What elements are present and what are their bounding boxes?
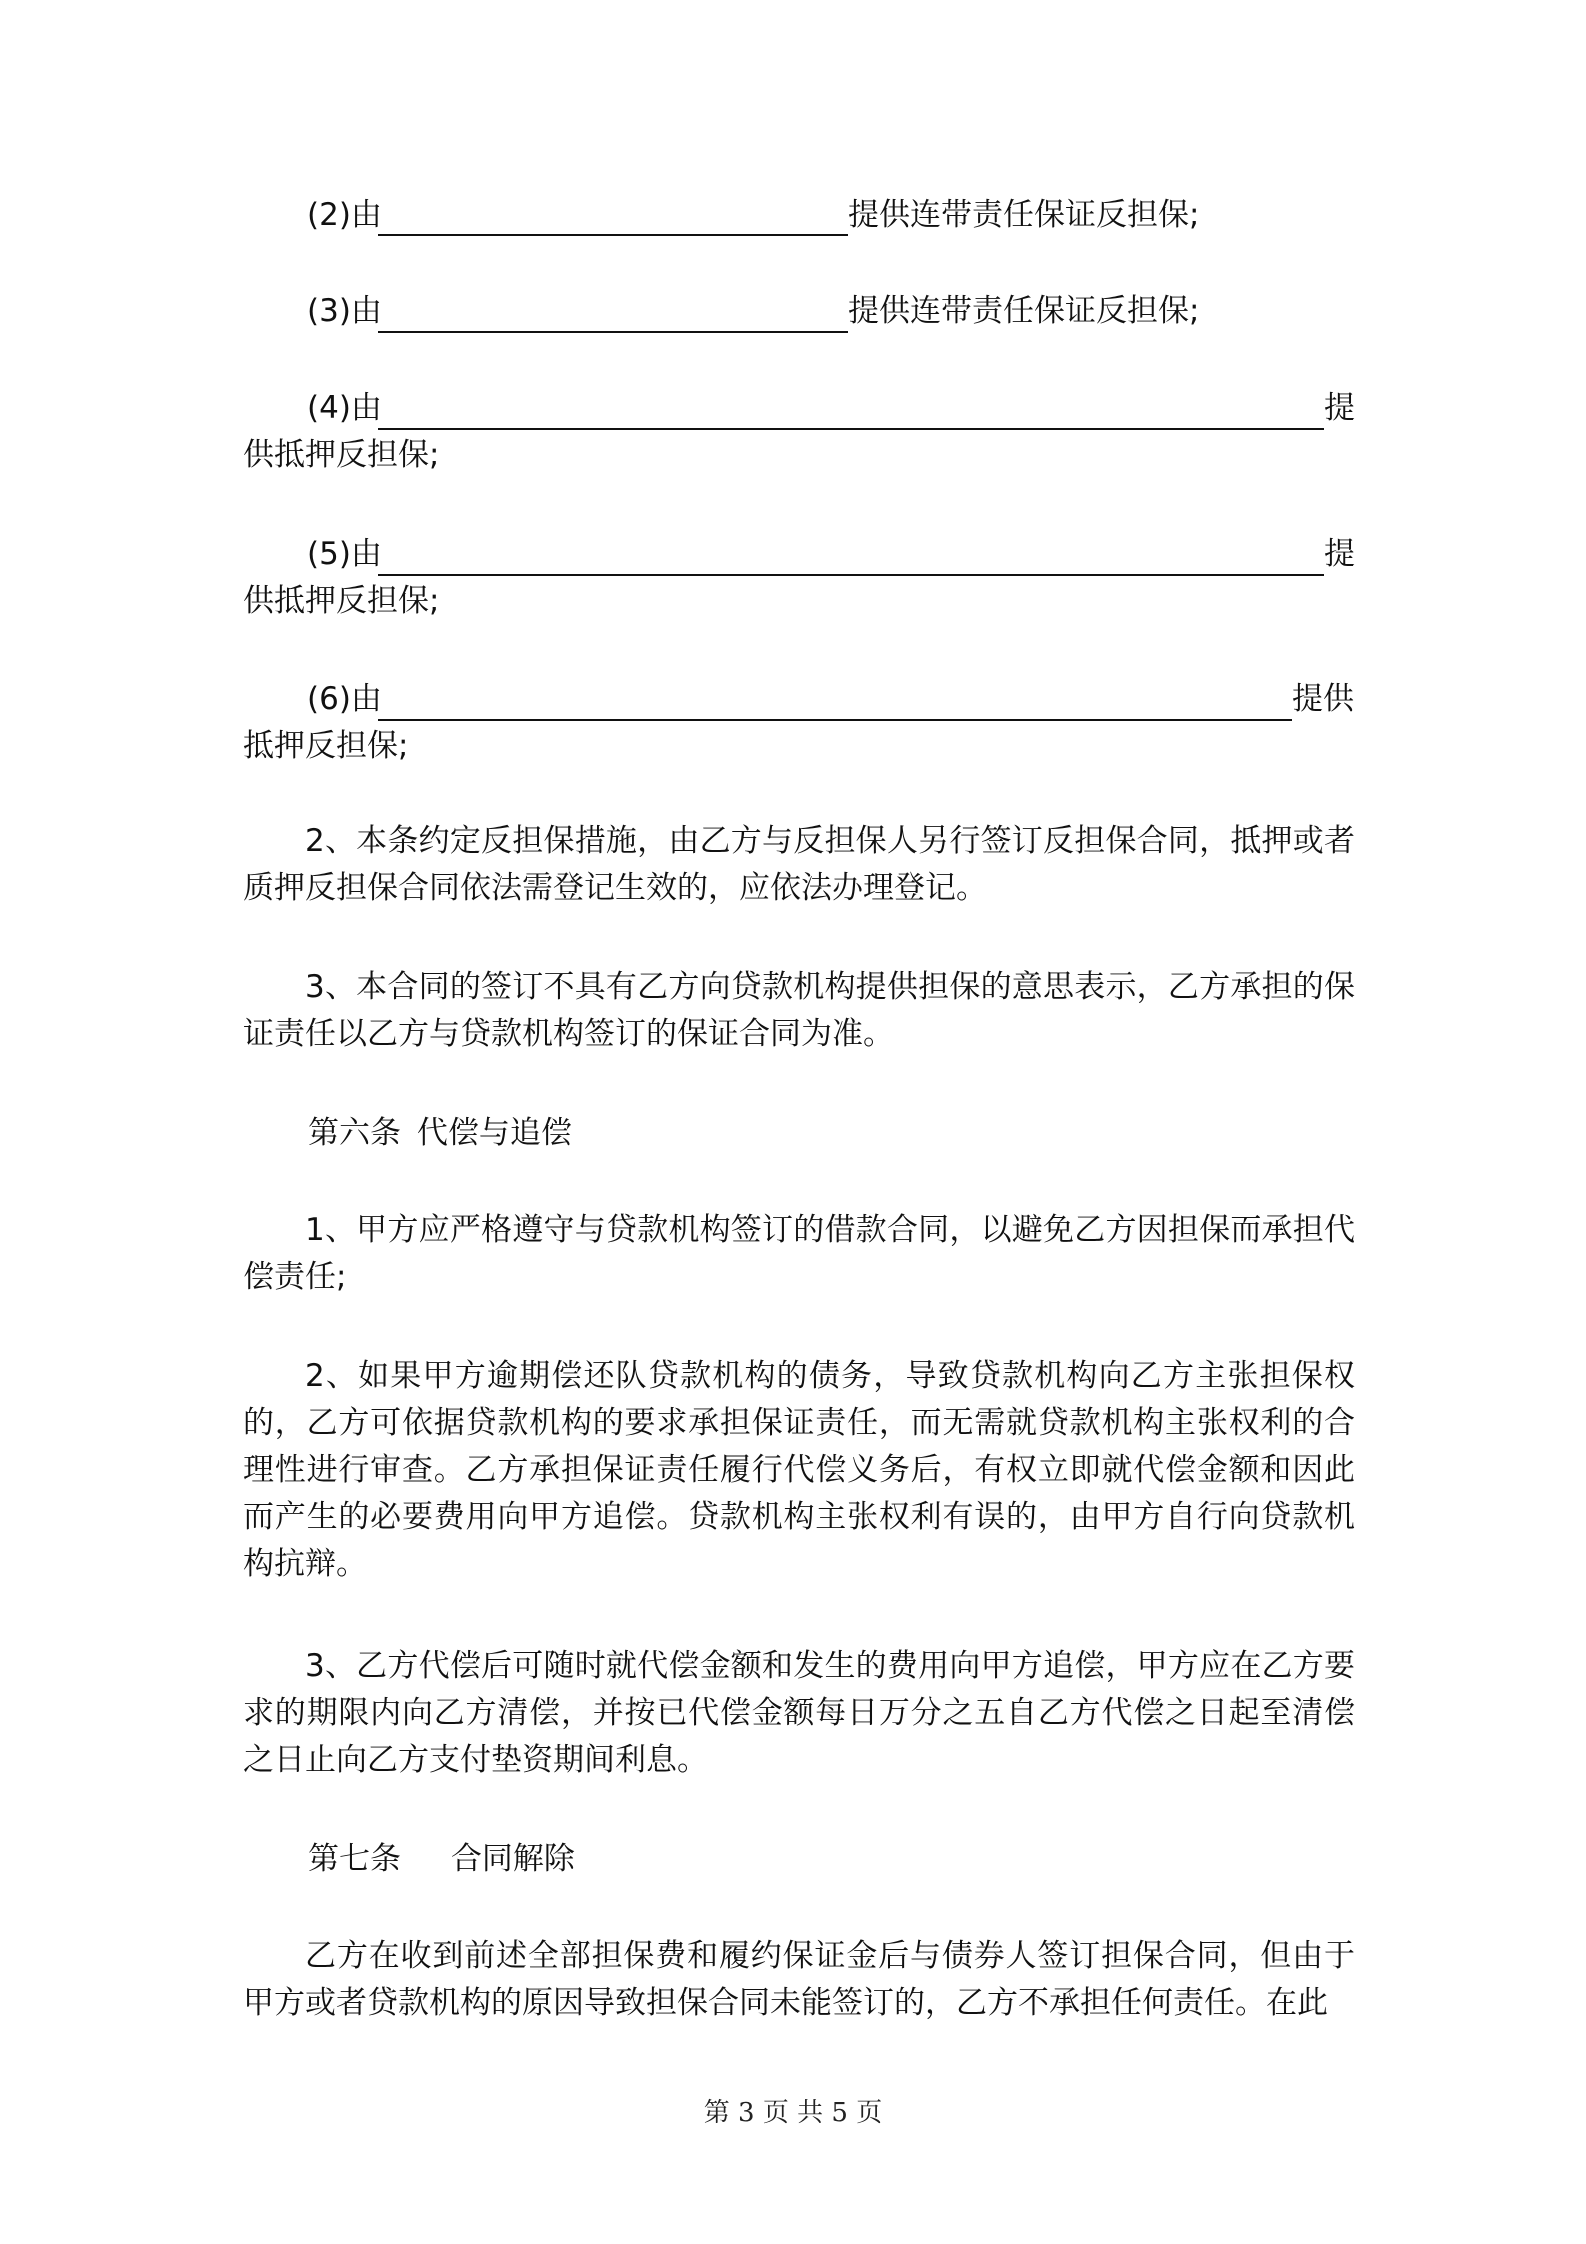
article-title: 合同解除 [450,1841,575,1877]
article6-clause-1: 1、甲方应严格遵守与贷款机构签订的借款合同，以避免乙方因担保而承担代偿责任; [243,1212,1355,1295]
article-number: 第六条 [308,1115,401,1151]
item-label: (5)由 [307,536,382,572]
item-text-continued: 供抵押反担保; [243,583,440,619]
article-7-heading [308,1836,575,1883]
fill-in-blank[interactable] [378,331,848,333]
item-text-continued: 抵押反担保; [243,728,409,764]
item-label: (4)由 [307,390,382,426]
page-number-footer: 第 3 页 共 5 页 [703,2098,883,2128]
article5-clause-3: 3、本合同的签订不具有乙方向贷款机构提供担保的意思表示，乙方承担的保证责任以乙方与贷款机构签订的保证合同为准。 [243,969,1355,1052]
fill-in-blank[interactable] [378,428,1324,430]
item-label: (6)由 [307,681,382,717]
item-text: 提供 [1292,681,1354,717]
item-text: 提 [1324,390,1355,426]
item-text: 提供连带责任保证反担保; [848,197,1200,233]
article-number: 第七条 [308,1841,401,1877]
article-title: 代偿与追偿 [416,1115,572,1151]
article-6-heading [308,1110,572,1157]
item-label: (3)由 [307,293,382,329]
article6-clause-3: 3、乙方代偿后可随时就代偿金额和发生的费用向甲方追偿，甲方应在乙方要求的期限内向乙方清偿，并按已代偿金额每日万分之五自乙方代偿之日起至清偿之日止向乙方支付垫资期间利息。 [243,1648,1355,1778]
item-text: 提 [1324,536,1355,572]
item-text: 提供连带责任保证反担保; [848,293,1200,329]
article5-clause-2: 2、本条约定反担保措施，由乙方与反担保人另行签订反担保合同，抵押或者质押反担保合同依法需登记生效的，应依法办理登记。 [243,823,1355,906]
item-label: (2)由 [307,197,382,233]
article6-clause-2: 2、如果甲方逾期偿还队贷款机构的债务，导致贷款机构向乙方主张担保权的，乙方可依据贷款机构的要求承担保证责任，而无需就贷款机构主张权利的合理性进行审查。乙方承担保证责任履行代偿义务后，有权立即就代偿金额和因此而产生的必要费用向甲方追偿。贷款机构主张权利有误的，由甲方自行向贷款机构抗辩。 [243,1358,1355,1582]
article7-clause: 乙方在收到前述全部担保费和履约保证金后与债券人签订担保合同，但由于甲方或者贷款机构的原因导致担保合同未能签订的，乙方不承担任何责任。在此 [243,1938,1355,2021]
fill-in-blank[interactable] [378,234,848,236]
item-text-continued: 供抵押反担保; [243,437,440,473]
fill-in-blank[interactable] [378,574,1324,576]
fill-in-blank[interactable] [378,719,1292,721]
